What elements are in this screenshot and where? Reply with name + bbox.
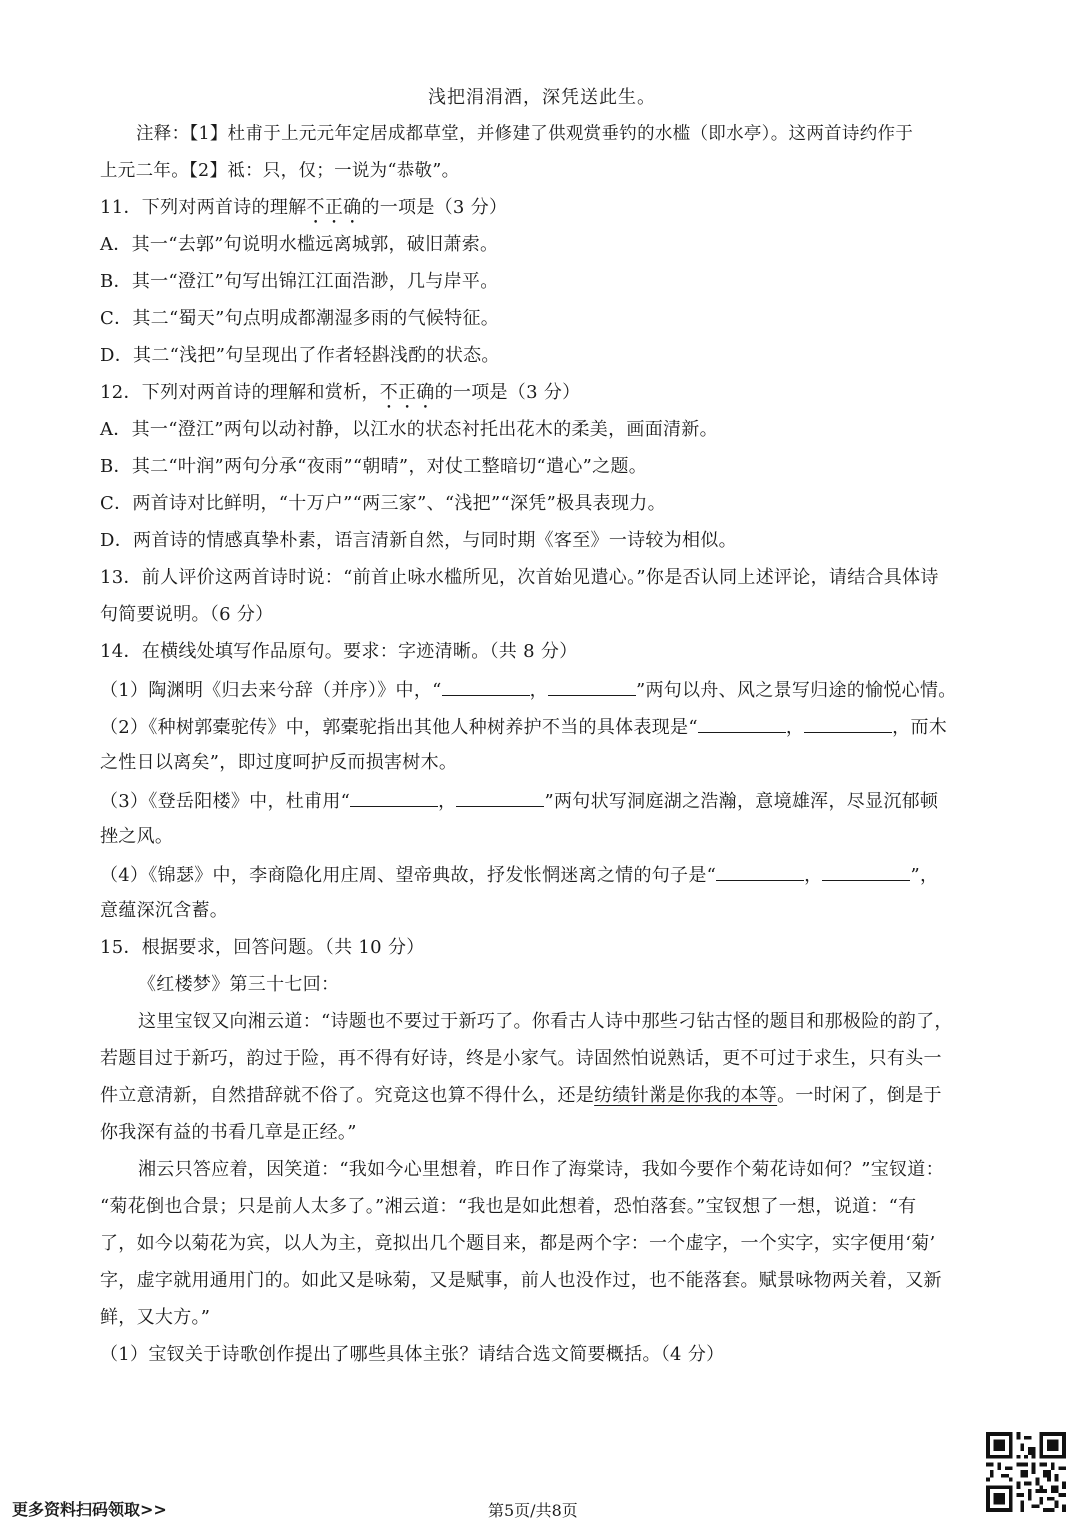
q14-sub4 [100, 862, 938, 888]
q11-stem-post: 的一项是（3 分） [361, 197, 508, 218]
q14-title: 14．在横线处填写作品原句。要求：字迹清晰。（共 8 分） [100, 641, 578, 662]
q14-sub1-text-a: （1）陶渊明《归去来兮辞（并序）》中，“ [100, 680, 442, 701]
note-line-2: 上元二年。【2】祗：只，仅；一说为“恭敬”。 [100, 161, 460, 181]
q15-passage-1-line-1: 这里宝钗又向湘云道：“诗题也不要过于新巧了。你看古人诗中那些刁钻古怪的题目和那极险的韵了， [138, 1011, 953, 1032]
q11-stem [100, 196, 507, 228]
q11-option-a: A．其一“去郭”句说明水槛远离城郭，破旧萧索。 [100, 234, 499, 255]
q14-sub3 [100, 788, 938, 814]
q14-sub1-sep: ， [529, 680, 548, 701]
q14-sub4-line-2: 意蕴深沉含蓄。 [100, 900, 229, 921]
q15-passage-1-line-3 [100, 1084, 942, 1108]
answer-blank[interactable] [456, 788, 544, 807]
q11-emphasis: 不正确 [306, 197, 362, 218]
answer-blank[interactable] [716, 862, 804, 881]
q14-sub4-text-c: ”， [910, 865, 939, 886]
q14-sub2-text-a: （2）《种树郭橐驼传》中，郭橐驼指出其他人种树养护不当的具体表现是“ [100, 717, 698, 738]
q12-stem-post: 的一项是（3 分） [434, 382, 581, 403]
poem-last-line: 浅把涓涓酒，深凭送此生。 [428, 87, 656, 108]
q15-passage-2-line-1: 湘云只答应着，因笑道：“我如今心里想着，昨日作了海棠诗，我如今要作个菊花诗如何？”宝钗道： [138, 1159, 944, 1180]
q14-sub2 [100, 714, 947, 740]
q15-passage-2-line-2: “菊花倒也合景；只是前人太多了。”湘云道：“我也是如此想着，恐怕落套。”宝钗想了一想，说道：“有 [100, 1196, 917, 1217]
q12-option-a: A．其一“澄江”两句以动衬静，以江水的状态衬托出花木的柔美，画面清新。 [100, 419, 718, 440]
note-line-1: 注释：【1】杜甫于上元元年定居成都草堂，并修建了供观赏垂钓的水槛（即水亭）。这两首诗约作于 [136, 124, 914, 144]
q15-source: 《红楼梦》第三十七回： [138, 974, 340, 995]
q15-p1-l3-b: 。一时闲了，倒是于 [777, 1085, 942, 1106]
q15-underlined-phrase: 纺绩针黹是你我的本等 [594, 1085, 778, 1106]
q14-sub3-sep: ， [438, 791, 457, 812]
q12-option-b: B．其二“叶润”两句分承“夜雨”“朝晴”，对仗工整暗切“遣心”之题。 [100, 456, 648, 477]
q14-sub1 [100, 677, 957, 703]
answer-blank[interactable] [822, 862, 910, 881]
q15-p1-l3-a: 件立意清新，自然措辞就不俗了。究竟这也算不得什么，还是 [100, 1085, 595, 1106]
q14-sub2-sep: ， [785, 717, 805, 738]
q14-sub3-line-2: 挫之风。 [100, 826, 174, 847]
q15-title: 15．根据要求，回答问题。（共 10 分） [100, 937, 425, 958]
q13-line-2: 句简要说明。（6 分） [100, 604, 274, 625]
answer-blank[interactable] [804, 714, 892, 733]
q14-sub2-line-2: 之性日以离矣”，即过度呵护反而损害树木。 [100, 752, 458, 773]
q13-line-1: 13．前人评价这两首诗时说：“前首止咏水槛所见，次首始见遣心。”你是否认同上述评论，请结合具体诗 [100, 567, 939, 588]
page-number: 第5页/共8页 [488, 1501, 578, 1520]
q14-sub3-text-a: （3）《登岳阳楼》中，杜甫用“ [100, 791, 351, 812]
q12-emphasis: 不正确 [379, 382, 435, 403]
q14-sub4-text-a: （4）《锦瑟》中，李商隐化用庄周、望帝典故，抒发怅惘迷离之情的句子是“ [100, 865, 717, 886]
q12-stem-pre: 12．下列对两首诗的理解和赏析， [100, 382, 380, 403]
q15-passage-2-line-4: 字，虚字就用通用门的。如此又是咏菊，又是赋事，前人也没作过，也不能落套。赋景咏物两关着，又新 [100, 1270, 942, 1291]
qr-code-icon[interactable] [986, 1432, 1066, 1512]
answer-blank[interactable] [442, 677, 530, 696]
q12-option-c: C．两首诗对比鲜明，“十万户”“两三家”、“浅把”“深凭”极具表现力。 [100, 493, 666, 514]
q11-stem-pre: 11．下列对两首诗的理解 [100, 197, 307, 218]
q15-passage-2-line-3: 了，如今以菊花为宾，以人为主，竟拟出几个题目来，都是两个字：一个虚字，一个实字，实字便用‘菊’ [100, 1233, 936, 1254]
q12-option-d: D．两首诗的情感真挚朴素，语言清新自然，与同时期《客至》一诗较为相似。 [100, 530, 737, 551]
q15-passage-1-line-2: 若题目过于新巧，韵过于险，再不得有好诗，终是小家气。诗固然怕说熟话，更不可过于求生，只有头一 [100, 1048, 942, 1069]
q15-sub1: （1）宝钗关于诗歌创作提出了哪些具体主张？请结合选文简要概括。（4 分） [100, 1344, 725, 1365]
q15-passage-1-line-4: 你我深有益的书看几章是正经。” [100, 1122, 357, 1143]
q14-sub1-text-c: ”两句以舟、风之景写归途的愉悦心情。 [635, 680, 957, 701]
promo-link[interactable]: 更多资料扫码领取>> [12, 1500, 167, 1519]
q15-passage-2-line-5: 鲜，又大方。” [100, 1307, 211, 1328]
answer-blank[interactable] [698, 714, 786, 733]
q12-stem [100, 381, 580, 413]
q11-option-b: B．其一“澄江”句写出锦江江面浩渺，几与岸平。 [100, 271, 499, 292]
q11-option-d: D．其二“浅把”句呈现出了作者轻斟浅酌的状态。 [100, 345, 500, 366]
q14-sub2-text-c: ，而木 [892, 717, 948, 738]
answer-blank[interactable] [350, 788, 438, 807]
q14-sub4-sep: ， [804, 865, 823, 886]
q14-sub3-text-c: ”两句状写洞庭湖之浩瀚，意境雄浑，尽显沉郁顿 [544, 791, 939, 812]
q11-option-c: C．其二“蜀天”句点明成都潮湿多雨的气候特征。 [100, 308, 500, 329]
answer-blank[interactable] [548, 677, 636, 696]
